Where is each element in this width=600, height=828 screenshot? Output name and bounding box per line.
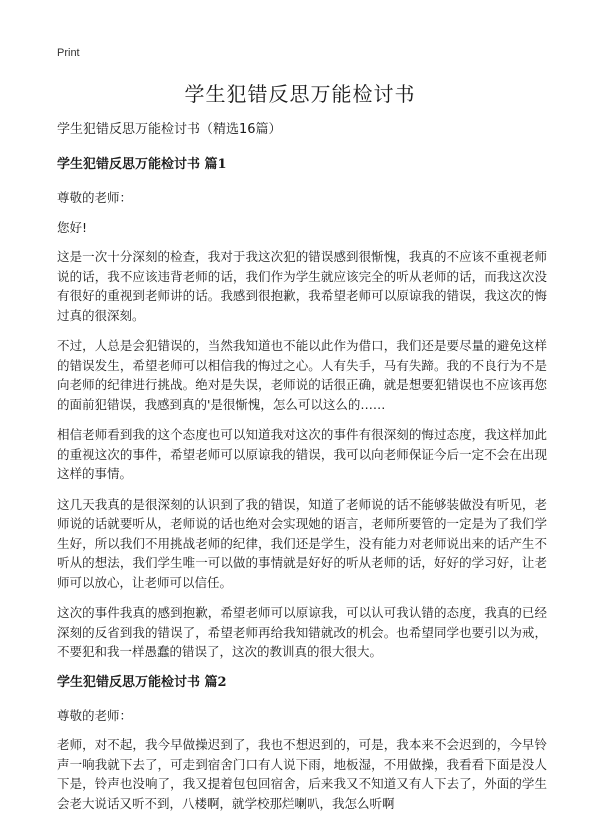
section-heading: 学生犯错反思万能检讨书 篇1 (57, 157, 227, 172)
paragraph: 这次的事件我真的感到抱歉，希望老师可以原谅我，可以认可我认错的态度，我真的已经深刻的反省到我的错误了，希望老师再给我知错就改的机会。也希望同学也要引以为戒，不要犯和我一样愚蠢的错误了，这次的教训真的很大很大。 (57, 605, 547, 659)
salutation: 尊敬的老师： (57, 190, 133, 205)
salutation: 尊敬的老师： (57, 707, 133, 723)
paragraph: 老师，对不起，我今早做操迟到了，我也不想迟到的，可是，我本来不会迟到的，今早铃声一响我就下去了，可走到宿舍门口有人说下雨，地板湿，不用做操，我看看下面是没人下是，铃声也没响了，我又提着包包回宿舍，后来我又不知道又有人下去了，外面的学生会老大说话又听不到，八楼啊，就学校那烂喇叭，我怎么听啊 (57, 737, 547, 811)
paragraph: 不过，人总是会犯错误的，当然我知道也不能以此作为借口，我们还是要尽量的避免这样的错误发生，希望老师可以相信我的悔过之心。人有失手，马有失蹄。我的不良行为不是向老师的纪律进行挑战。绝对是失误，老师说的话很正确，就是想要犯错误也不应该再您的面前犯错误，我感到真的'是很惭愧，怎么可以这么的…… (57, 338, 547, 412)
section-2 (57, 673, 547, 814)
paragraph: 这几天我真的是很深刻的认识到了我的错误，知道了老师说的话不能够装做没有听见，老师说的话就要听从，老师说的话也绝对会实现她的语言，老师所要管的一定是为了我们学生好，所以我们不用挑战老师的纪律，我们还是学生，没有能力对老师说出来的话产生不听从的想法，我们学生唯一可以做的事情就是好好的听从老师的话，好好的学习好，让老师可以放心，让老师可以信任。 (57, 496, 547, 590)
document-body (57, 120, 547, 824)
print-link[interactable]: Print (57, 47, 80, 59)
paragraph: 相信老师看到我的这个态度也可以知道我对这次的事件有很深刻的悔过态度，我这样加此的重视这次的事件，希望老师可以原谅我的错误，我可以向老师保证今后一定不会在出现这样的事情。 (57, 427, 547, 481)
section-1 (57, 155, 547, 662)
document-title: 学生犯错反思万能检讨书 (184, 82, 416, 106)
greeting: 您好! (57, 219, 88, 235)
section-heading: 学生犯错反思万能检讨书 篇2 (57, 674, 227, 690)
document-subtitle: 学生犯错反思万能检讨书（精选16篇） (57, 122, 282, 137)
paragraph: 这是一次十分深刻的检查，我对于我这次犯的错误感到很惭愧，我真的不应该不重视老师说的话，我不应该违背老师的话，我们作为学生就应该完全的听从老师的话，而我这次没有很好的重视到老师讲的话。我感到很抱歉，我希望老师可以原谅我的错误，我这次的悔过真的很深刻。 (57, 249, 547, 323)
